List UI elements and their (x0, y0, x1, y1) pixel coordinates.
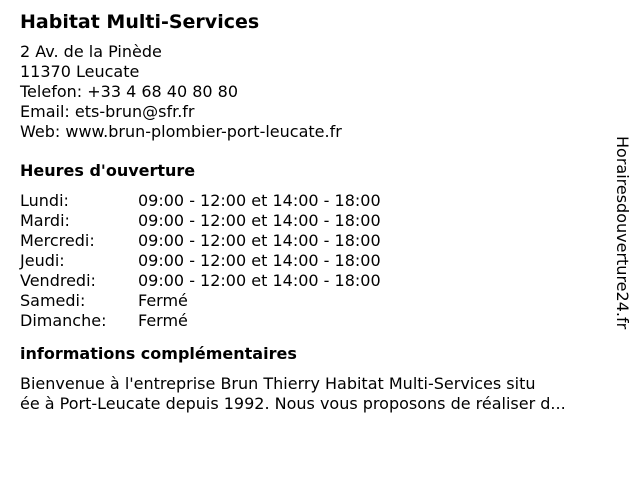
description-line: Bienvenue à l'entreprise Brun Thierry Habitat Multi-Services situ (20, 374, 536, 393)
website-text: Web: www.brun-plombier-port-leucate.fr (20, 122, 342, 141)
day-label: Samedi: (20, 291, 86, 310)
time-value: 09:00 - 12:00 et 14:00 - 18:00 (138, 191, 381, 210)
time-value: Fermé (138, 311, 188, 330)
description-text (20, 374, 610, 414)
hours-row-monday (20, 191, 610, 211)
time-value: Fermé (138, 291, 188, 310)
day-label: Mercredi: (20, 231, 95, 250)
hours-row-saturday (20, 291, 610, 311)
day-label: Mardi: (20, 211, 70, 230)
time-value: 09:00 - 12:00 et 14:00 - 18:00 (138, 211, 381, 230)
address-street: 2 Av. de la Pinède (20, 42, 162, 61)
watermark-text: Horairesdouverture24.fr (613, 136, 632, 330)
time-value: 09:00 - 12:00 et 14:00 - 18:00 (138, 231, 381, 250)
day-label: Vendredi: (20, 271, 96, 290)
hours-table (20, 191, 610, 331)
hours-row-thursday (20, 251, 610, 271)
hours-heading: Heures d'ouverture (20, 161, 196, 180)
email-text: Email: ets-brun@sfr.fr (20, 102, 195, 121)
day-label: Jeudi: (20, 251, 65, 270)
hours-row-friday (20, 271, 610, 291)
business-card (20, 10, 610, 414)
hours-row-wednesday (20, 231, 610, 251)
time-value: 09:00 - 12:00 et 14:00 - 18:00 (138, 271, 381, 290)
hours-row-tuesday (20, 211, 610, 231)
phone-text: Telefon: +33 4 68 40 80 80 (20, 82, 239, 101)
time-value: 09:00 - 12:00 et 14:00 - 18:00 (138, 251, 381, 270)
info-heading: informations complémentaires (20, 344, 297, 363)
business-name: Habitat Multi-Services (20, 11, 260, 33)
day-label: Dimanche: (20, 311, 107, 330)
day-label: Lundi: (20, 191, 69, 210)
hours-row-sunday (20, 311, 610, 331)
address-city: 11370 Leucate (20, 62, 140, 81)
description-line: ée à Port-Leucate depuis 1992. Nous vous proposons de réaliser d... (20, 394, 566, 413)
